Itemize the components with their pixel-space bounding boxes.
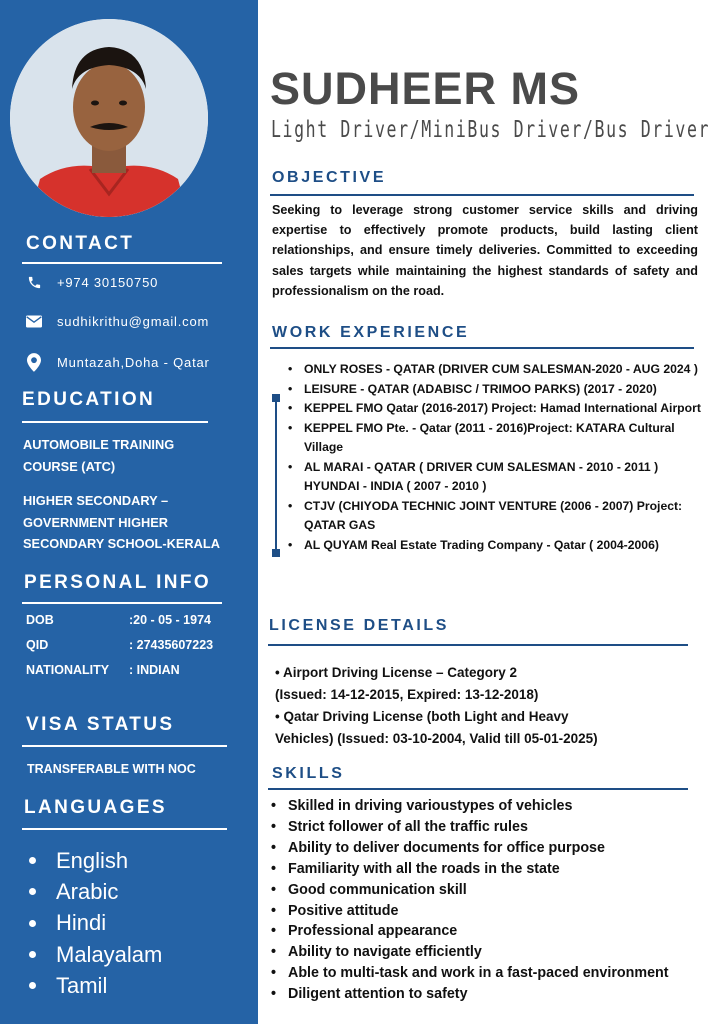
bullet-icon [29,920,36,927]
skill-item: • Ability to navigate efficiently [271,942,721,963]
work-item: • CTJV (CHIYODA TECHNIC JOINT VENTURE (2006 - 2007) Project: QATAR GAS [288,497,714,536]
education-heading: EDUCATION [22,389,156,410]
license-line: • Airport Driving License – Category 2 [275,665,518,680]
skills-heading: SKILLS [272,765,345,782]
license-divider [268,644,688,646]
education-item-1: AUTOMOBILE TRAINING COURSE (ATC) [23,437,175,474]
candidate-name: SUDHEER MS [270,63,581,114]
visa-status-heading: VISA STATUS [26,714,175,735]
work-item: • KEPPEL FMO Qatar (2016-2017) Project: Hamad International Airport [288,399,714,419]
objective-divider [270,194,694,196]
skill-item: • Diligent attention to safety [271,984,721,1005]
work-experience-list [288,360,714,555]
objective-text: Seeking to leverage strong customer service skills and driving expertise to effectively promote products, build lasting client relationships, and ensure timely deliveries. Committed to exceeding sales targets while maintaining the highest standards of safety and professionalism on the road. [272,203,698,298]
language-item: Hindi [26,908,162,939]
skills-list [271,796,721,1005]
skill-item: • Professional appearance [271,921,721,942]
sidebar [0,0,258,1024]
visa-status-value: TRANSFERABLE WITH NOC [27,762,196,776]
license-line: Vehicles) (Issued: 03-10-2004, Valid till 05-01-2025) [275,731,598,746]
license-line: (Issued: 14-12-2015, Expired: 13-12-2018) [275,687,539,702]
qid-value: : 27435607223 [129,638,214,652]
dob-label: DOB [26,613,54,627]
skill-item: • Ability to deliver documents for office purpose [271,838,721,859]
phone-number[interactable]: +974 30150750 [57,274,159,290]
email-address[interactable]: sudhikrithu@gmail.com [57,313,210,329]
timeline-line [275,398,277,553]
work-item: • ONLY ROSES - QATAR (DRIVER CUM SALESMAN-2020 - AUG 2024 ) [288,360,714,380]
language-item: Arabic [26,876,162,907]
skill-item: • Able to multi-task and work in a fast-paced environment [271,963,721,984]
contact-email [25,312,209,330]
location-text: Muntazah,Doha - Qatar [57,354,210,370]
visa-status-divider [22,745,227,747]
language-item: English [26,845,162,876]
skill-item: • Positive attitude [271,901,721,922]
skill-item: • Familiarity with all the roads in the state [271,859,721,880]
skills-divider [268,788,688,790]
bullet-icon [29,951,36,958]
languages-list [26,845,162,1001]
timeline-dot [272,394,280,402]
nationality-label: NATIONALITY [26,663,110,677]
language-item: Tamil [26,970,162,1001]
education-divider [22,421,208,423]
contact-heading: CONTACT [26,233,135,254]
work-experience-divider [270,347,694,349]
skill-item: • Good communication skill [271,880,721,901]
personal-info-qid [26,638,213,652]
work-item: • AL QUYAM Real Estate Trading Company - Qatar ( 2004-2006) [288,536,714,556]
dob-value: :20 - 05 - 1974 [129,613,211,627]
work-item: • AL MARAI - QATAR ( DRIVER CUM SALESMAN - 2010 - 2011 ) HYUNDAI - INDIA ( 2007 - 2010 ) [288,458,714,497]
location-pin-icon [25,353,43,371]
personal-info-dob [26,613,211,627]
work-experience-heading: WORK EXPERIENCE [272,324,470,341]
license-heading: LICENSE DETAILS [269,617,450,634]
personal-info-heading: PERSONAL INFO [24,572,212,593]
work-item: • KEPPEL FMO Pte. - Qatar (2011 - 2016)Project: KATARA Cultural Village [288,419,714,458]
license-details [275,662,695,750]
contact-phone [25,273,158,291]
objective-heading: OBJECTIVE [272,169,387,186]
profile-photo [10,19,208,217]
work-item: • LEISURE - QATAR (ADABISC / TRIMOO PARKS) (2017 - 2020) [288,380,714,400]
contact-divider [22,262,222,264]
phone-icon [25,273,43,291]
language-item: Malayalam [26,939,162,970]
skill-item: • Strict follower of all the traffic rules [271,817,721,838]
candidate-role: Light Driver/MiniBus Driver/Bus Driver [271,117,711,143]
mail-icon [25,312,43,330]
license-line: • Qatar Driving License (both Light and Heavy [275,709,569,724]
languages-divider [22,828,227,830]
timeline-dot [272,549,280,557]
bullet-icon [29,982,36,989]
bullet-icon [29,888,36,895]
nationality-value: : INDIAN [129,663,180,677]
education-item-2: HIGHER SECONDARY – GOVERNMENT HIGHER SECONDARY SCHOOL-KERALA [23,493,220,551]
contact-location [25,353,210,371]
qid-label: QID [26,638,49,652]
bullet-icon [29,857,36,864]
personal-info-divider [22,602,222,604]
personal-info-nationality [26,663,180,677]
languages-heading: LANGUAGES [24,797,167,818]
skill-item: • Skilled in driving varioustypes of vehicles [271,796,721,817]
